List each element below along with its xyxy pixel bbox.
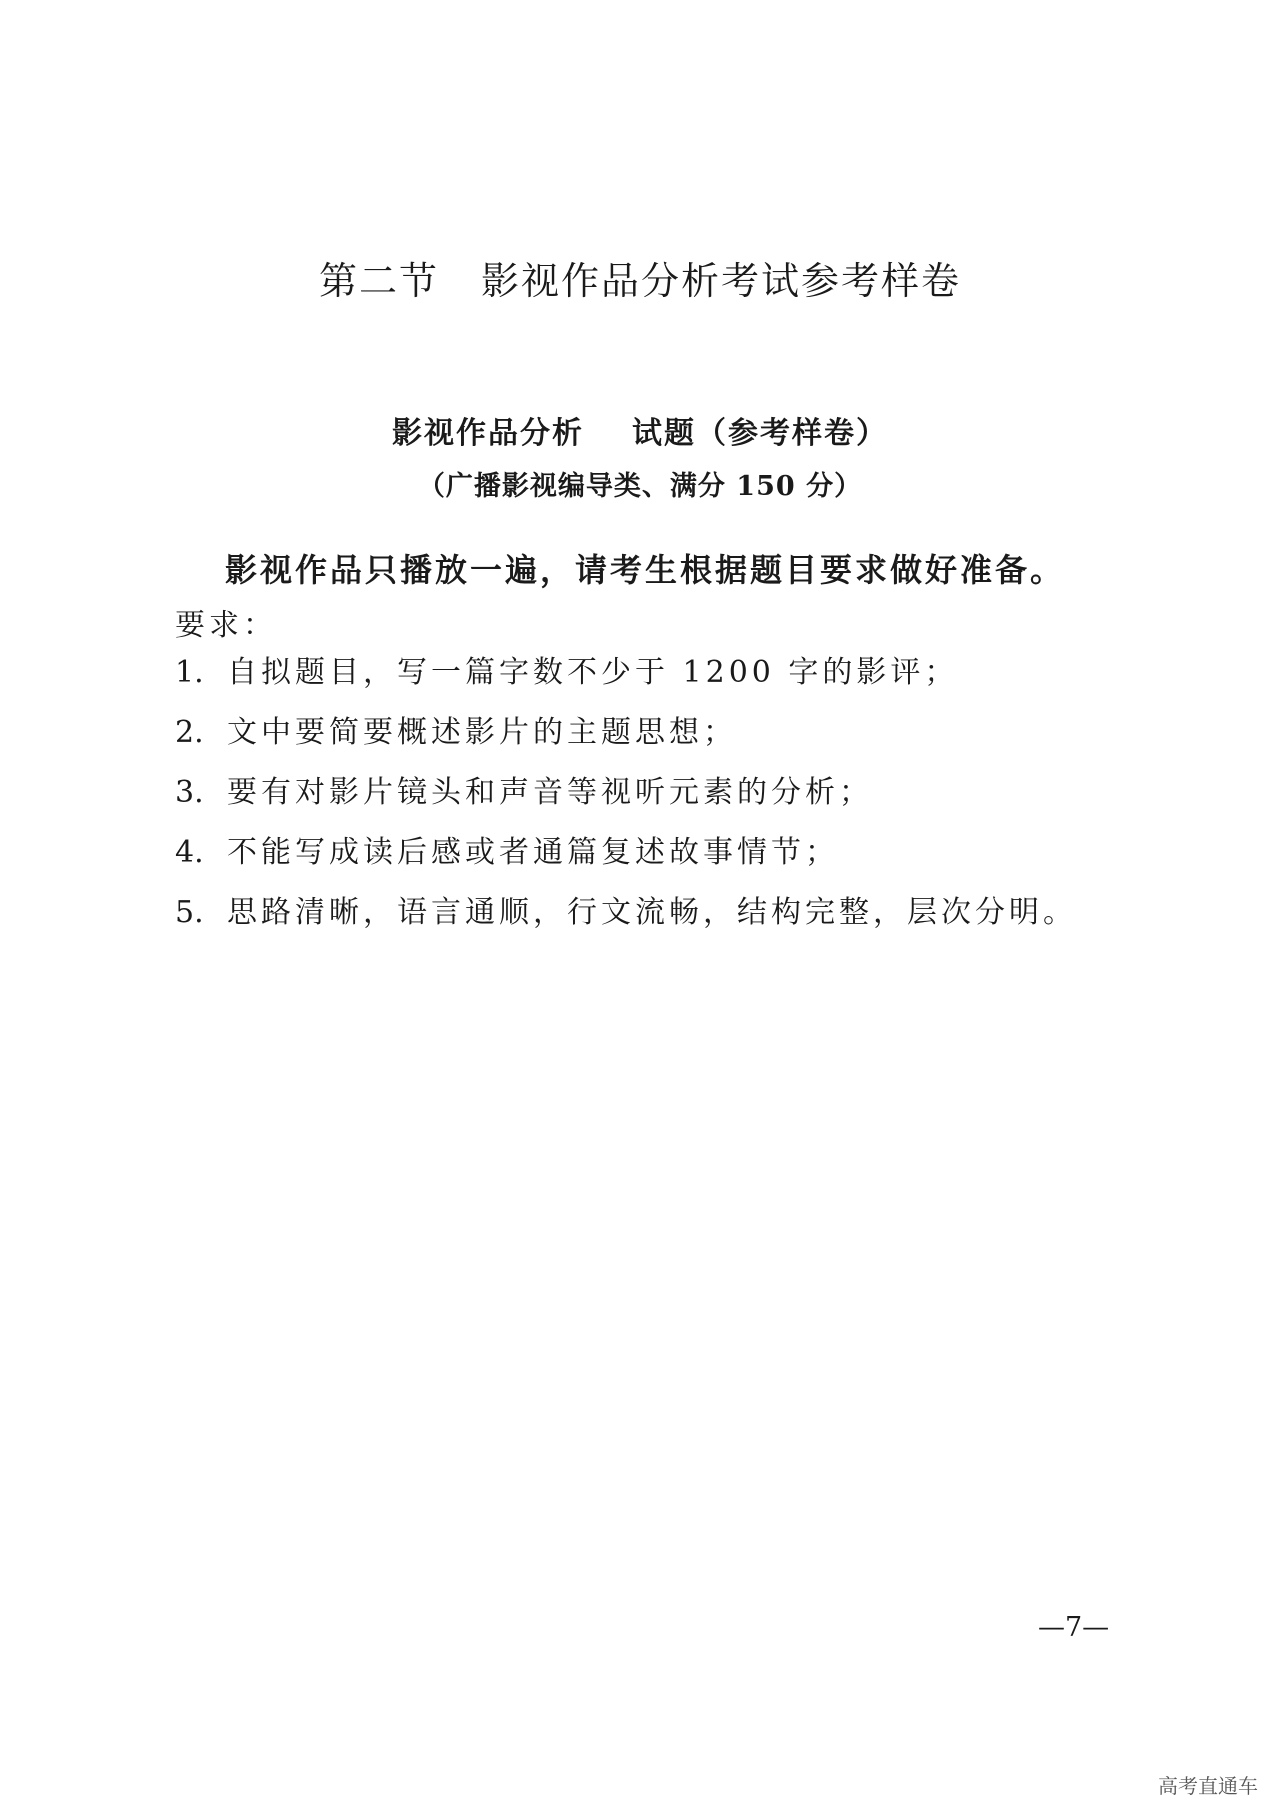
requirement-item	[175, 895, 1077, 955]
requirement-number: 4.	[175, 835, 204, 870]
requirement-item	[175, 655, 1077, 715]
requirement-number: 5.	[175, 895, 204, 930]
section-number: 第二节	[318, 259, 439, 303]
requirement-text: 不能写成读后感或者通篇复述故事情节；	[227, 835, 839, 870]
requirement-number: 1.	[175, 655, 204, 690]
section-name: 影视作品分析考试参考样卷	[481, 259, 962, 303]
requirement-item	[175, 835, 1077, 895]
requirement-number: 3.	[175, 775, 204, 810]
exam-title-subject: 影视作品分析	[392, 416, 584, 451]
exam-title	[0, 408, 1280, 452]
page-number: —7—	[1038, 1612, 1110, 1643]
exam-subtitle: （广播影视编导类、满分 150 分）	[417, 471, 863, 502]
section-title	[0, 250, 1280, 305]
exam-title-type: 试题（参考样卷）	[632, 416, 888, 451]
requirement-item	[175, 775, 1077, 835]
requirement-text: 思路清晰，语言通顺，行文流畅，结构完整，层次分明。	[227, 895, 1077, 930]
requirement-item	[175, 715, 1077, 775]
requirement-number: 2.	[175, 715, 204, 750]
requirements-list	[175, 655, 1077, 955]
requirement-text: 文中要简要概述影片的主题思想；	[227, 715, 737, 750]
requirement-text: 自拟题目，写一篇字数不少于 1200 字的影评；	[227, 655, 959, 690]
exam-notice: 影视作品只播放一遍，请考生根据题目要求做好准备。	[225, 551, 1066, 589]
requirements-label: 要求：	[175, 608, 277, 643]
requirement-text: 要有对影片镜头和声音等视听元素的分析；	[227, 775, 873, 810]
watermark: 高考直通车	[1158, 1774, 1258, 1798]
